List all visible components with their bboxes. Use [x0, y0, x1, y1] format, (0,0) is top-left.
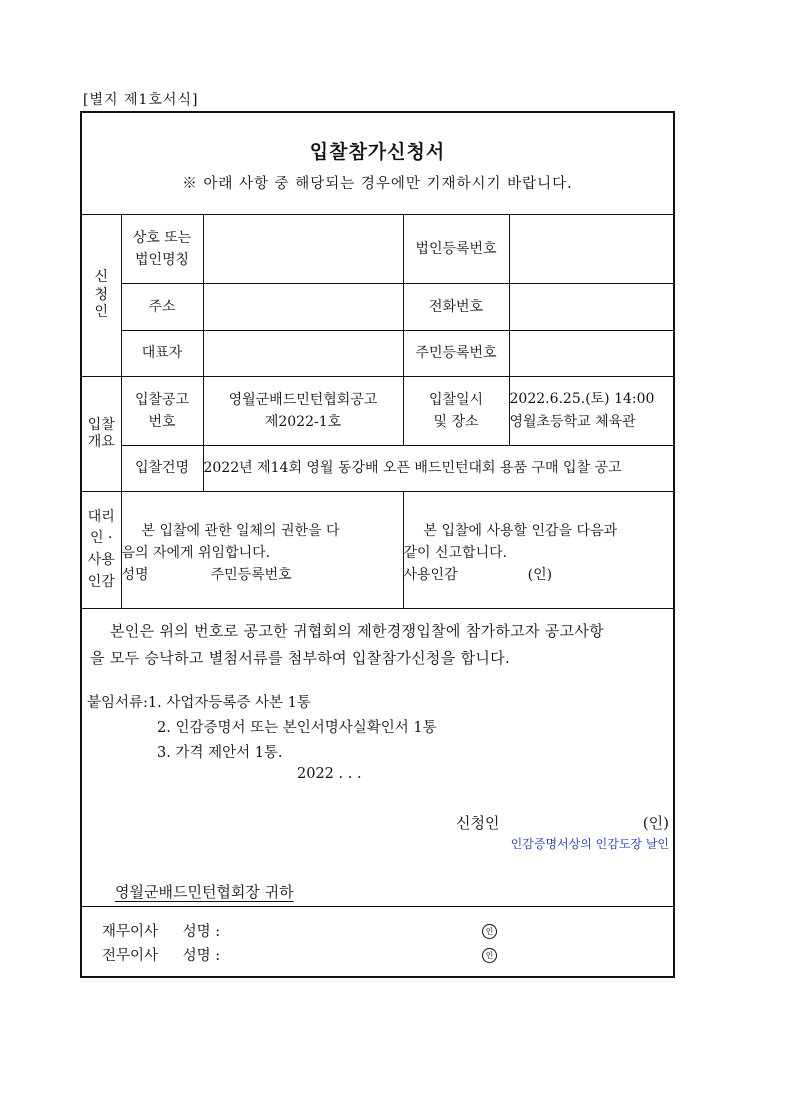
form-title: 입찰참가신청서 [309, 141, 446, 163]
phone-label: 전화번호 [403, 284, 509, 331]
name-label: 상호 또는 법인명칭 [121, 215, 203, 284]
address-field[interactable] [203, 284, 403, 331]
recipient: 영월군배드민턴협회장 귀하 [115, 883, 294, 901]
seal-icon: 인 [482, 948, 497, 963]
applicant-signature-label: 신청인 [456, 814, 500, 832]
representative-label: 대표자 [121, 331, 203, 377]
seal-note: 인감증명서상의 인감도장 날인 [510, 837, 669, 851]
officer-name-label: 성명 : [182, 948, 221, 964]
form-number: [별지 제1호서식] [83, 92, 199, 108]
attachment-item: 2. 인감증명서 또는 본인서명사실확인서 1통 [157, 720, 437, 736]
corp-no-field[interactable] [509, 215, 673, 284]
form-subtitle: ※ 아래 사항 중 해당되는 경우에만 기재하시기 바랍니다. [182, 176, 573, 192]
representative-field[interactable] [203, 331, 403, 377]
applicant-seal-mark: (인) [642, 814, 669, 832]
name-field[interactable] [203, 215, 403, 284]
officer-seal [482, 946, 497, 963]
overview-section-label: 입찰 개요 [82, 377, 121, 492]
notice-no-label: 입찰공고 번호 [121, 377, 203, 446]
officer-title: 전무이사 [102, 948, 159, 964]
corp-no-label: 법인등록번호 [403, 215, 509, 284]
phone-field[interactable] [509, 284, 673, 331]
application-form [80, 111, 675, 978]
seal-mark: (인) [527, 566, 553, 583]
seal-icon: 인 [482, 924, 497, 939]
proxy-name-label: 성명 [121, 566, 149, 583]
attachments-label: 붙임서류: [87, 695, 148, 711]
application-statement: 본인은 위의 번호로 공고한 귀협회의 제한경쟁입찰에 참가하고자 공고사항 을 모두 승낙하고 별첨서류를 첨부하여 입찰참가신청을 합니다. [90, 622, 604, 667]
datetime-label: 입찰일시 및 장소 [403, 377, 509, 446]
officer-name-label: 성명 : [182, 924, 221, 940]
item-label: 입찰건명 [121, 446, 203, 492]
proxy-delegation: 본 입찰에 관한 일체의 권한을 다 음의 자에게 위임합니다. 성명 주민등록번호 [121, 492, 403, 609]
resident-no-field[interactable] [509, 331, 673, 377]
proxy-resident-label: 주민등록번호 [210, 566, 292, 583]
proxy-section-label: 대리 인 · 사용 인감 [82, 492, 121, 609]
seal-registration: 본 입찰에 사용할 인감을 다음과 같이 신고합니다. 사용인감 (인) [403, 492, 673, 609]
attachments-first [87, 691, 311, 712]
officer-row [102, 920, 220, 941]
datetime-value: 2022.6.25.(토) 14:00 영월초등학교 체육관 [509, 377, 673, 446]
officer-row [102, 944, 220, 965]
divider [82, 906, 673, 907]
applicant-section-label: 신 청 인 [82, 215, 121, 377]
seal-label: 사용인감 [403, 566, 458, 583]
officer-seal [482, 922, 497, 939]
officer-title: 재무이사 [102, 924, 159, 940]
resident-no-label: 주민등록번호 [403, 331, 509, 377]
item-value: 2022년 제14회 영월 동강배 오픈 배드민턴대회 용품 구매 입찰 공고 [203, 446, 673, 492]
attachment-item: 1. 사업자등록증 사본 1통 [147, 695, 311, 711]
notice-no-value: 영월군배드민턴협회공고 제2022-1호 [203, 377, 403, 446]
form-table [82, 214, 673, 609]
attachment-item: 3. 가격 제안서 1통. [157, 745, 283, 761]
address-label: 주소 [121, 284, 203, 331]
date-line: 2022 . . . [297, 766, 362, 782]
